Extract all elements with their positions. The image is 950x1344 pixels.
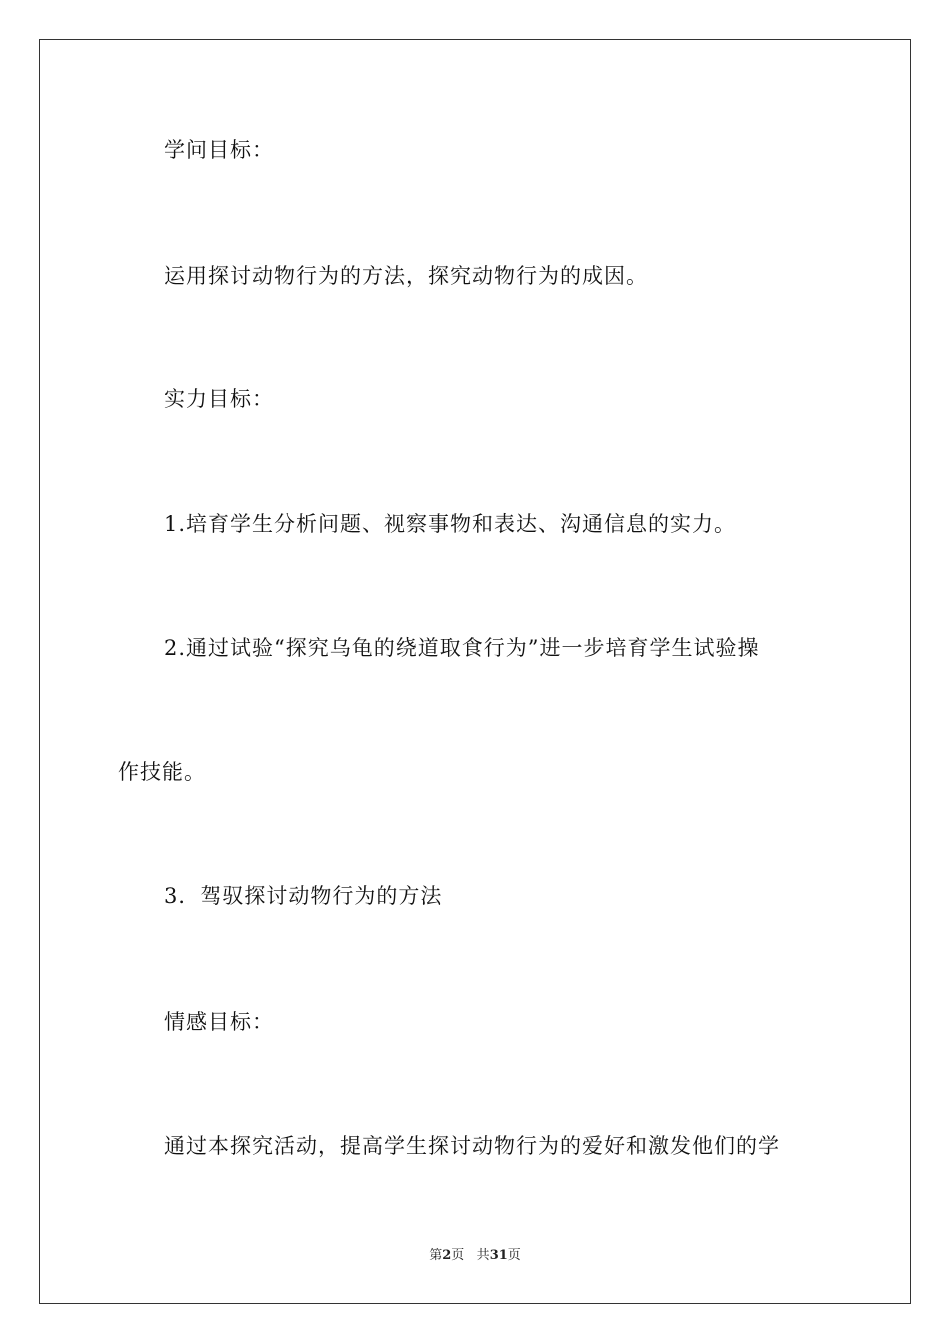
page-footer: [0, 1247, 950, 1265]
footer-page-number: 2: [442, 1248, 452, 1263]
paragraph-ability-item-2: 2.通过试验“探究乌龟的绕道取食行为”进一步培育学生试验操: [164, 636, 760, 660]
footer-total-pages: 31: [489, 1248, 508, 1263]
paragraph-knowledge-goal: 运用探讨动物行为的方法，探究动物行为的成因。: [164, 264, 648, 288]
heading-knowledge-goal: 学问目标：: [164, 138, 274, 162]
paragraph-emotion-goal: 通过本探究活动，提高学生探讨动物行为的爱好和激发他们的学: [164, 1134, 780, 1158]
paragraph-ability-item-2-continued: 作技能。: [118, 760, 206, 784]
heading-emotion-goal: 情感目标：: [164, 1010, 274, 1034]
footer-total-prefix: 共: [476, 1248, 490, 1263]
paragraph-ability-item-1: 1.培育学生分析问题、视察事物和表达、沟通信息的实力。: [164, 512, 737, 536]
paragraph-ability-item-3: 3．驾驭探讨动物行为的方法: [164, 884, 443, 908]
footer-page-suffix: 页: [451, 1248, 465, 1263]
heading-ability-goal: 实力目标：: [164, 387, 274, 411]
footer-page-prefix: 第: [429, 1248, 443, 1263]
footer-total-suffix: 页: [507, 1248, 521, 1263]
page-border: [39, 39, 911, 1304]
